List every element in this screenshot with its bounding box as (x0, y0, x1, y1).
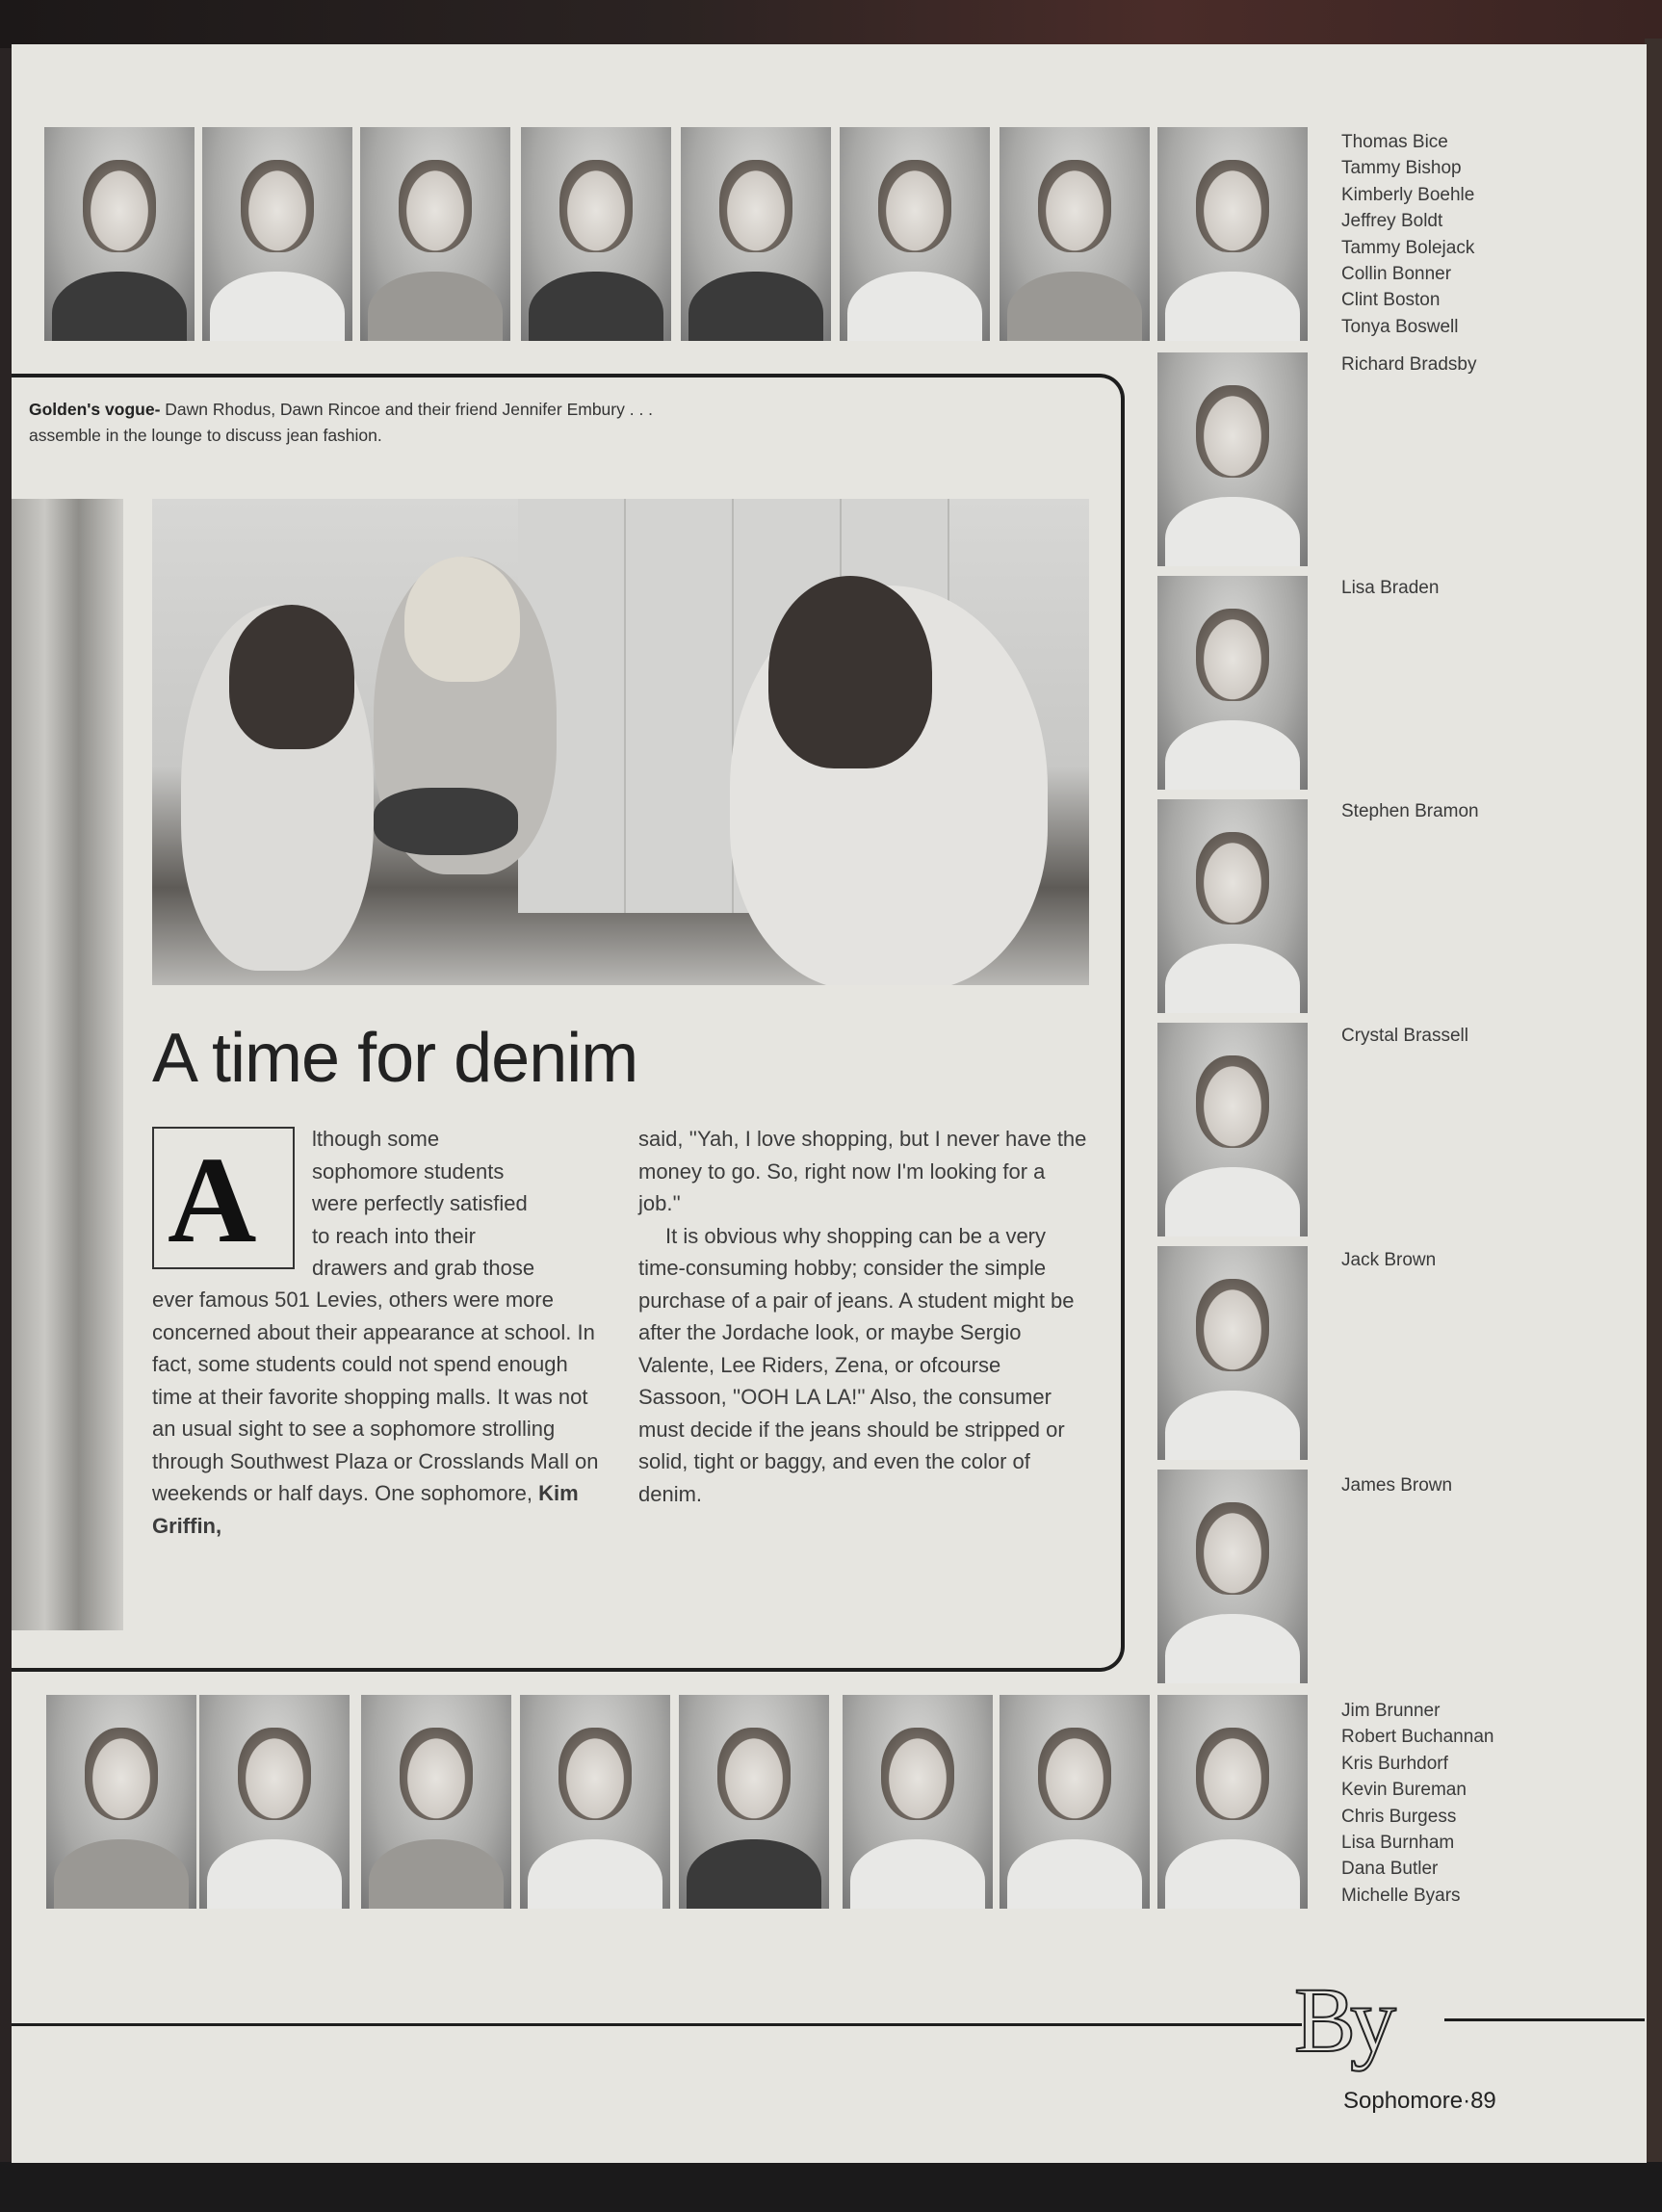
portrait-photo (361, 1695, 511, 1909)
student-name: Lisa Braden (1341, 578, 1440, 598)
portrait-photo (1157, 799, 1308, 1013)
student-name: Tammy Bishop (1341, 158, 1462, 179)
portrait-photo (681, 127, 831, 341)
photo-caption (29, 397, 722, 449)
portrait-photo (1157, 1470, 1308, 1683)
article-column-1-indented (312, 1123, 630, 1285)
footer-rule-right (1444, 2018, 1645, 2021)
portrait-photo (843, 1695, 993, 1909)
article-column-2 (638, 1123, 1091, 1510)
student-name: Stephen Bramon (1341, 801, 1479, 821)
portrait-photo (1000, 1695, 1150, 1909)
bottom-names-list (1341, 1698, 1493, 1909)
text-line: drawers and grab those (312, 1256, 535, 1280)
footer-rule (12, 2023, 1302, 2026)
scan-bottom-edge (0, 2162, 1662, 2212)
student-name: Kevin Bureman (1341, 1780, 1467, 1801)
body-text: ever famous 501 Levies, others were more concerned about their appearance at school. In fact, some students could not spend enough time at their favorite shopping malls. It was not an usual sight to see a sophomore strolling through Southwest Plaza or Crosslands Mall on weekends or half days. One sophomore, (152, 1288, 599, 1505)
text-line: sophomore students (312, 1158, 505, 1184)
feature-photo (152, 499, 1089, 985)
student-name: James Brown (1341, 1475, 1453, 1496)
student-name: Lisa Burnham (1341, 1833, 1455, 1854)
text-line: lthough some (312, 1127, 440, 1151)
drop-cap (152, 1127, 295, 1269)
portrait-photo (360, 127, 510, 341)
section-logo: By (1294, 1968, 1391, 2071)
page-folio: Sophomore·89 (1343, 2088, 1496, 2114)
portrait-photo (520, 1695, 670, 1909)
student-name: Dana Butler (1341, 1859, 1439, 1880)
student-name: Thomas Bice (1341, 132, 1448, 152)
portrait-photo (199, 1695, 350, 1909)
portrait-photo (840, 127, 990, 341)
scan-right-edge (1645, 39, 1662, 2167)
student-name: Tammy Bolejack (1341, 237, 1475, 258)
student-name: Jim Brunner (1341, 1701, 1441, 1721)
body-paragraph: It is obvious why shopping can be a very time-consuming hobby; consider the simple purchase of a pair of jeans. A student might be after the Jordache look, or maybe Sergio Valente, Lee Riders, Zena, or ofcourse Sassoon, ''OOH LA LA!'' Also, the consumer must decide if the jeans should be stripped or solid, tight or baggy, and even the color of denim. (638, 1223, 1075, 1506)
portrait-photo (1157, 127, 1308, 341)
article-column-1 (152, 1284, 605, 1542)
body-paragraph: said, ''Yah, I love shopping, but I never have the money to go. So, right now I'm looking for a job.'' (638, 1127, 1087, 1215)
portrait-photo (202, 127, 352, 341)
portrait-photo (1157, 576, 1308, 790)
portrait-photo (1157, 1246, 1308, 1460)
student-name: Jeffrey Boldt (1341, 211, 1443, 232)
student-name-bold: Kim Griffin, (152, 1481, 579, 1538)
student-name: Tonya Boswell (1341, 316, 1459, 337)
student-name: Michelle Byars (1341, 1885, 1461, 1906)
top-names-list (1341, 129, 1474, 340)
scan-top-edge (0, 0, 1662, 48)
portrait-photo (1157, 1023, 1308, 1236)
portrait-photo (1157, 1695, 1308, 1909)
student-name: Collin Bonner (1341, 264, 1452, 285)
portrait-photo (44, 127, 195, 341)
student-name: Kimberly Boehle (1341, 184, 1475, 205)
portrait-photo (521, 127, 671, 341)
student-name: Robert Buchannan (1341, 1727, 1494, 1748)
text-line: to reach into their (312, 1223, 476, 1248)
portrait-photo (46, 1695, 196, 1909)
student-name: Chris Burgess (1341, 1806, 1457, 1827)
caption-text: Dawn Rhodus, Dawn Rincoe and their friend Jennifer Embury . . . assemble in the lounge to discuss jean fashion. (29, 400, 654, 445)
student-name: Kris Burhdorf (1341, 1753, 1448, 1774)
portrait-photo (1157, 352, 1308, 566)
text-line: were perfectly satisfied (312, 1191, 528, 1215)
drop-cap-letter: A (168, 1132, 257, 1268)
side-photo (12, 499, 123, 1630)
article-headline: A time for denim (152, 1020, 638, 1097)
student-name: Crystal Brassell (1341, 1026, 1468, 1046)
student-name: Jack Brown (1341, 1250, 1437, 1270)
student-name: Clint Boston (1341, 290, 1441, 311)
portrait-photo (1000, 127, 1150, 341)
student-name: Richard Bradsby (1341, 354, 1477, 375)
caption-lead: Golden's vogue- (29, 400, 161, 419)
portrait-photo (679, 1695, 829, 1909)
